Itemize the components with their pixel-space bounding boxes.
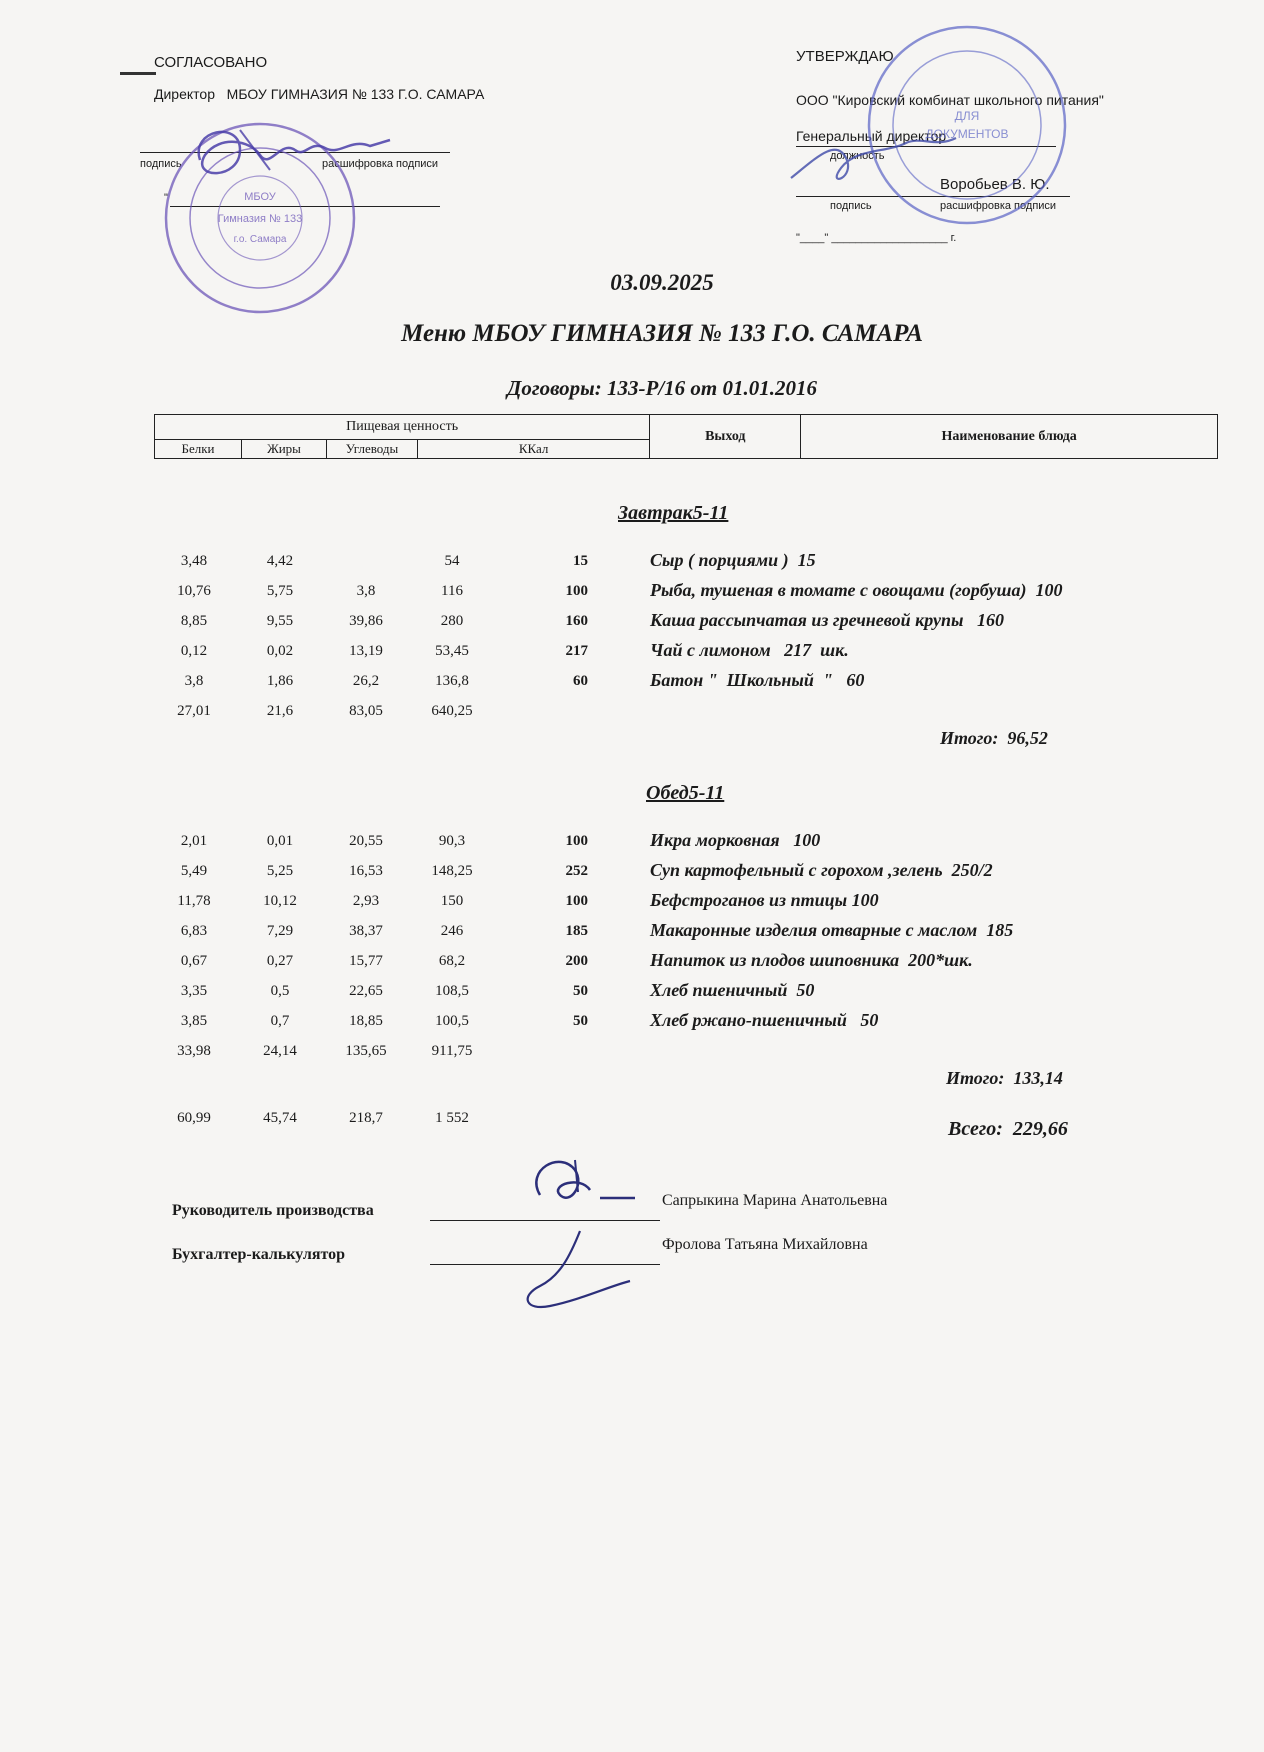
dish-name-header: Наименование блюда	[801, 415, 1218, 459]
cell-output: 160	[565, 613, 588, 629]
cell-fats: 5,25	[266, 863, 294, 879]
cell-kcal: 68,2	[438, 953, 466, 969]
breakfast-sum-kcal: 640,25	[431, 703, 473, 719]
cell-fats: 7,29	[266, 923, 294, 939]
lunch-sum-kcal: 911,75	[431, 1043, 473, 1059]
cell-fats: 0,5	[270, 983, 290, 999]
breakfast-total: Итого: 96,52	[940, 728, 1048, 748]
cell-carbs: 38,37	[349, 923, 383, 939]
lunch-sum-fats: 24,14	[263, 1043, 297, 1059]
grand-kcal: 1 552	[435, 1110, 469, 1126]
cell-output: 100	[565, 833, 588, 849]
cell-proteins: 3,8	[184, 673, 204, 689]
cell-dish: Макаронные изделия отварные с маслом 185	[650, 920, 1014, 940]
director-line: Директор МБОУ ГИМНАЗИЯ № 133 Г.О. САМАРА	[154, 86, 485, 102]
lunch-title: Обед5-11	[646, 782, 725, 804]
signer-name: Воробьев В. Ю.	[940, 176, 1050, 193]
cell-proteins: 11,78	[177, 893, 211, 909]
breakfast-sum-proteins: 27,01	[177, 703, 211, 719]
cell-dish: Бефстроганов из птицы 100	[650, 890, 879, 910]
cell-kcal: 100,5	[435, 1013, 469, 1029]
carbs-header: Углеводы	[327, 440, 418, 459]
cell-output: 252	[565, 863, 588, 879]
approved-underline	[120, 72, 156, 75]
cell-carbs: 22,65	[349, 983, 383, 999]
cell-fats: 5,75	[266, 583, 294, 599]
svg-text:Гимназия № 133: Гимназия № 133	[217, 213, 303, 225]
cell-fats: 4,42	[266, 553, 294, 569]
cell-proteins: 2,01	[180, 833, 208, 849]
cell-fats: 0,01	[266, 833, 294, 849]
cell-proteins: 3,35	[180, 983, 208, 999]
left-date-mark: "	[164, 192, 168, 204]
cell-carbs: 26,2	[352, 673, 380, 689]
cell-kcal: 246	[440, 923, 464, 939]
proteins-header: Белки	[155, 440, 242, 459]
cell-proteins: 6,83	[180, 923, 208, 939]
cell-output: 200	[565, 953, 588, 969]
accountant-signature	[500, 1226, 640, 1316]
cell-proteins: 3,85	[180, 1013, 208, 1029]
cell-kcal: 53,45	[435, 643, 469, 659]
cell-kcal: 116	[441, 583, 463, 599]
accountant-sign-line	[430, 1264, 660, 1265]
position: Генеральный директор	[796, 128, 947, 144]
lunch-total: Итого: 133,14	[946, 1068, 1063, 1088]
cell-output: 185	[565, 923, 588, 939]
cell-output: 15	[573, 553, 588, 569]
menu-table-header	[154, 414, 1218, 459]
right-decoding-caption: расшифровка подписи	[940, 200, 1057, 212]
cell-carbs: 18,85	[349, 1013, 383, 1029]
breakfast-title: Завтрак5-11	[618, 502, 729, 524]
cell-fats: 0,27	[266, 953, 294, 969]
grand-fats: 45,74	[263, 1110, 297, 1126]
svg-text:г.о. Самара: г.о. Самара	[233, 234, 287, 245]
grand-total: Всего: 229,66	[948, 1118, 1068, 1140]
contract-line: Договоры: 133-Р/16 от 01.01.2016	[506, 376, 817, 400]
right-date-line: "____" ___________________ г.	[796, 232, 957, 244]
approved-label: СОГЛАСОВАНО	[154, 54, 268, 71]
cell-output: 100	[565, 583, 588, 599]
fats-header: Жиры	[242, 440, 327, 459]
production-sign-line	[430, 1220, 660, 1221]
cell-fats: 0,7	[270, 1013, 290, 1029]
cell-dish: Хлеб ржано-пшеничный 50	[650, 1010, 879, 1030]
svg-text:МБОУ: МБОУ	[244, 191, 276, 203]
production-manager-name: Сапрыкина Марина Анатольевна	[662, 1192, 888, 1209]
cell-kcal: 148,25	[431, 863, 473, 879]
cell-dish: Каша рассыпчатая из гречневой крупы 160	[650, 610, 1004, 630]
left-signature-caption: подпись	[140, 158, 182, 170]
grand-proteins: 60,99	[177, 1110, 211, 1126]
grand-carbs: 218,7	[349, 1110, 383, 1126]
production-signature	[520, 1150, 660, 1220]
cell-carbs: 39,86	[349, 613, 383, 629]
cell-dish: Суп картофельный с горохом ,зелень 250/2	[650, 860, 993, 880]
accountant-name: Фролова Татьяна Михайловна	[662, 1236, 868, 1253]
cell-dish: Рыба, тушеная в томате с овощами (горбуша) 100	[650, 580, 1063, 600]
breakfast-sum-carbs: 83,05	[349, 703, 383, 719]
cell-carbs: 20,55	[349, 833, 383, 849]
cell-output: 100	[565, 893, 588, 909]
menu-date: 03.09.2025	[610, 270, 714, 295]
company-name: ООО "Кировский комбинат школьного питания"	[796, 92, 1104, 108]
cell-dish: Батон " Школьный " 60	[650, 670, 865, 690]
cell-kcal: 280	[440, 613, 464, 629]
cell-proteins: 5,49	[180, 863, 208, 879]
cell-fats: 9,55	[266, 613, 294, 629]
cell-fats: 1,86	[266, 673, 294, 689]
svg-text:ДЛЯ: ДЛЯ	[954, 109, 980, 123]
cell-dish: Хлеб пшеничный 50	[650, 980, 815, 1000]
cell-output: 50	[573, 983, 588, 999]
right-signature-caption: подпись	[830, 200, 872, 212]
menu-title: Меню МБОУ ГИМНАЗИЯ № 133 Г.О. САМАРА	[401, 320, 923, 347]
cell-proteins: 8,85	[180, 613, 208, 629]
position-line	[796, 146, 1056, 147]
cell-carbs: 2,93	[352, 893, 380, 909]
cell-output: 50	[573, 1013, 588, 1029]
left-date-line	[170, 206, 440, 207]
production-manager-label: Руководитель производства	[172, 1202, 374, 1219]
left-decoding-caption: расшифровка подписи	[322, 158, 439, 170]
cell-proteins: 0,12	[180, 643, 208, 659]
cell-kcal: 54	[444, 553, 460, 569]
position-caption: должность	[830, 150, 885, 162]
lunch-sum-carbs: 135,65	[345, 1043, 387, 1059]
cell-carbs: 3,8	[356, 583, 376, 599]
cell-proteins: 0,67	[180, 953, 208, 969]
cell-proteins: 3,48	[180, 553, 208, 569]
cell-kcal: 90,3	[438, 833, 466, 849]
cell-output: 217	[565, 643, 588, 659]
approve-label: УТВЕРЖДАЮ	[796, 48, 894, 65]
cell-carbs: 13,19	[349, 643, 383, 659]
cell-fats: 10,12	[263, 893, 297, 909]
cell-fats: 0,02	[266, 643, 294, 659]
cell-output: 60	[573, 673, 588, 689]
accountant-label: Бухгалтер-калькулятор	[172, 1246, 346, 1263]
cell-kcal: 136,8	[435, 673, 469, 689]
cell-carbs: 16,53	[349, 863, 383, 879]
director-sign-line	[140, 152, 450, 153]
cell-kcal: 150	[440, 893, 464, 909]
kcal-header: ККал	[418, 440, 650, 459]
cell-kcal: 108,5	[435, 983, 469, 999]
breakfast-sum-fats: 21,6	[266, 703, 294, 719]
cell-dish: Чай с лимоном 217 шк.	[650, 640, 849, 660]
cell-carbs: 15,77	[349, 953, 383, 969]
output-header: Выход	[650, 415, 801, 459]
cell-proteins: 10,76	[177, 583, 211, 599]
left-director-signature	[180, 110, 410, 200]
cell-dish: Сыр ( порциями ) 15	[650, 550, 816, 570]
cell-dish: Икра морковная 100	[650, 830, 821, 850]
nutrition-header: Пищевая ценность	[155, 415, 650, 440]
signer-line	[796, 196, 1070, 197]
svg-text:ДОКУМЕНТОВ: ДОКУМЕНТОВ	[925, 127, 1009, 141]
cell-dish: Напиток из плодов шиповника 200*шк.	[650, 950, 973, 970]
lunch-sum-proteins: 33,98	[177, 1043, 211, 1059]
